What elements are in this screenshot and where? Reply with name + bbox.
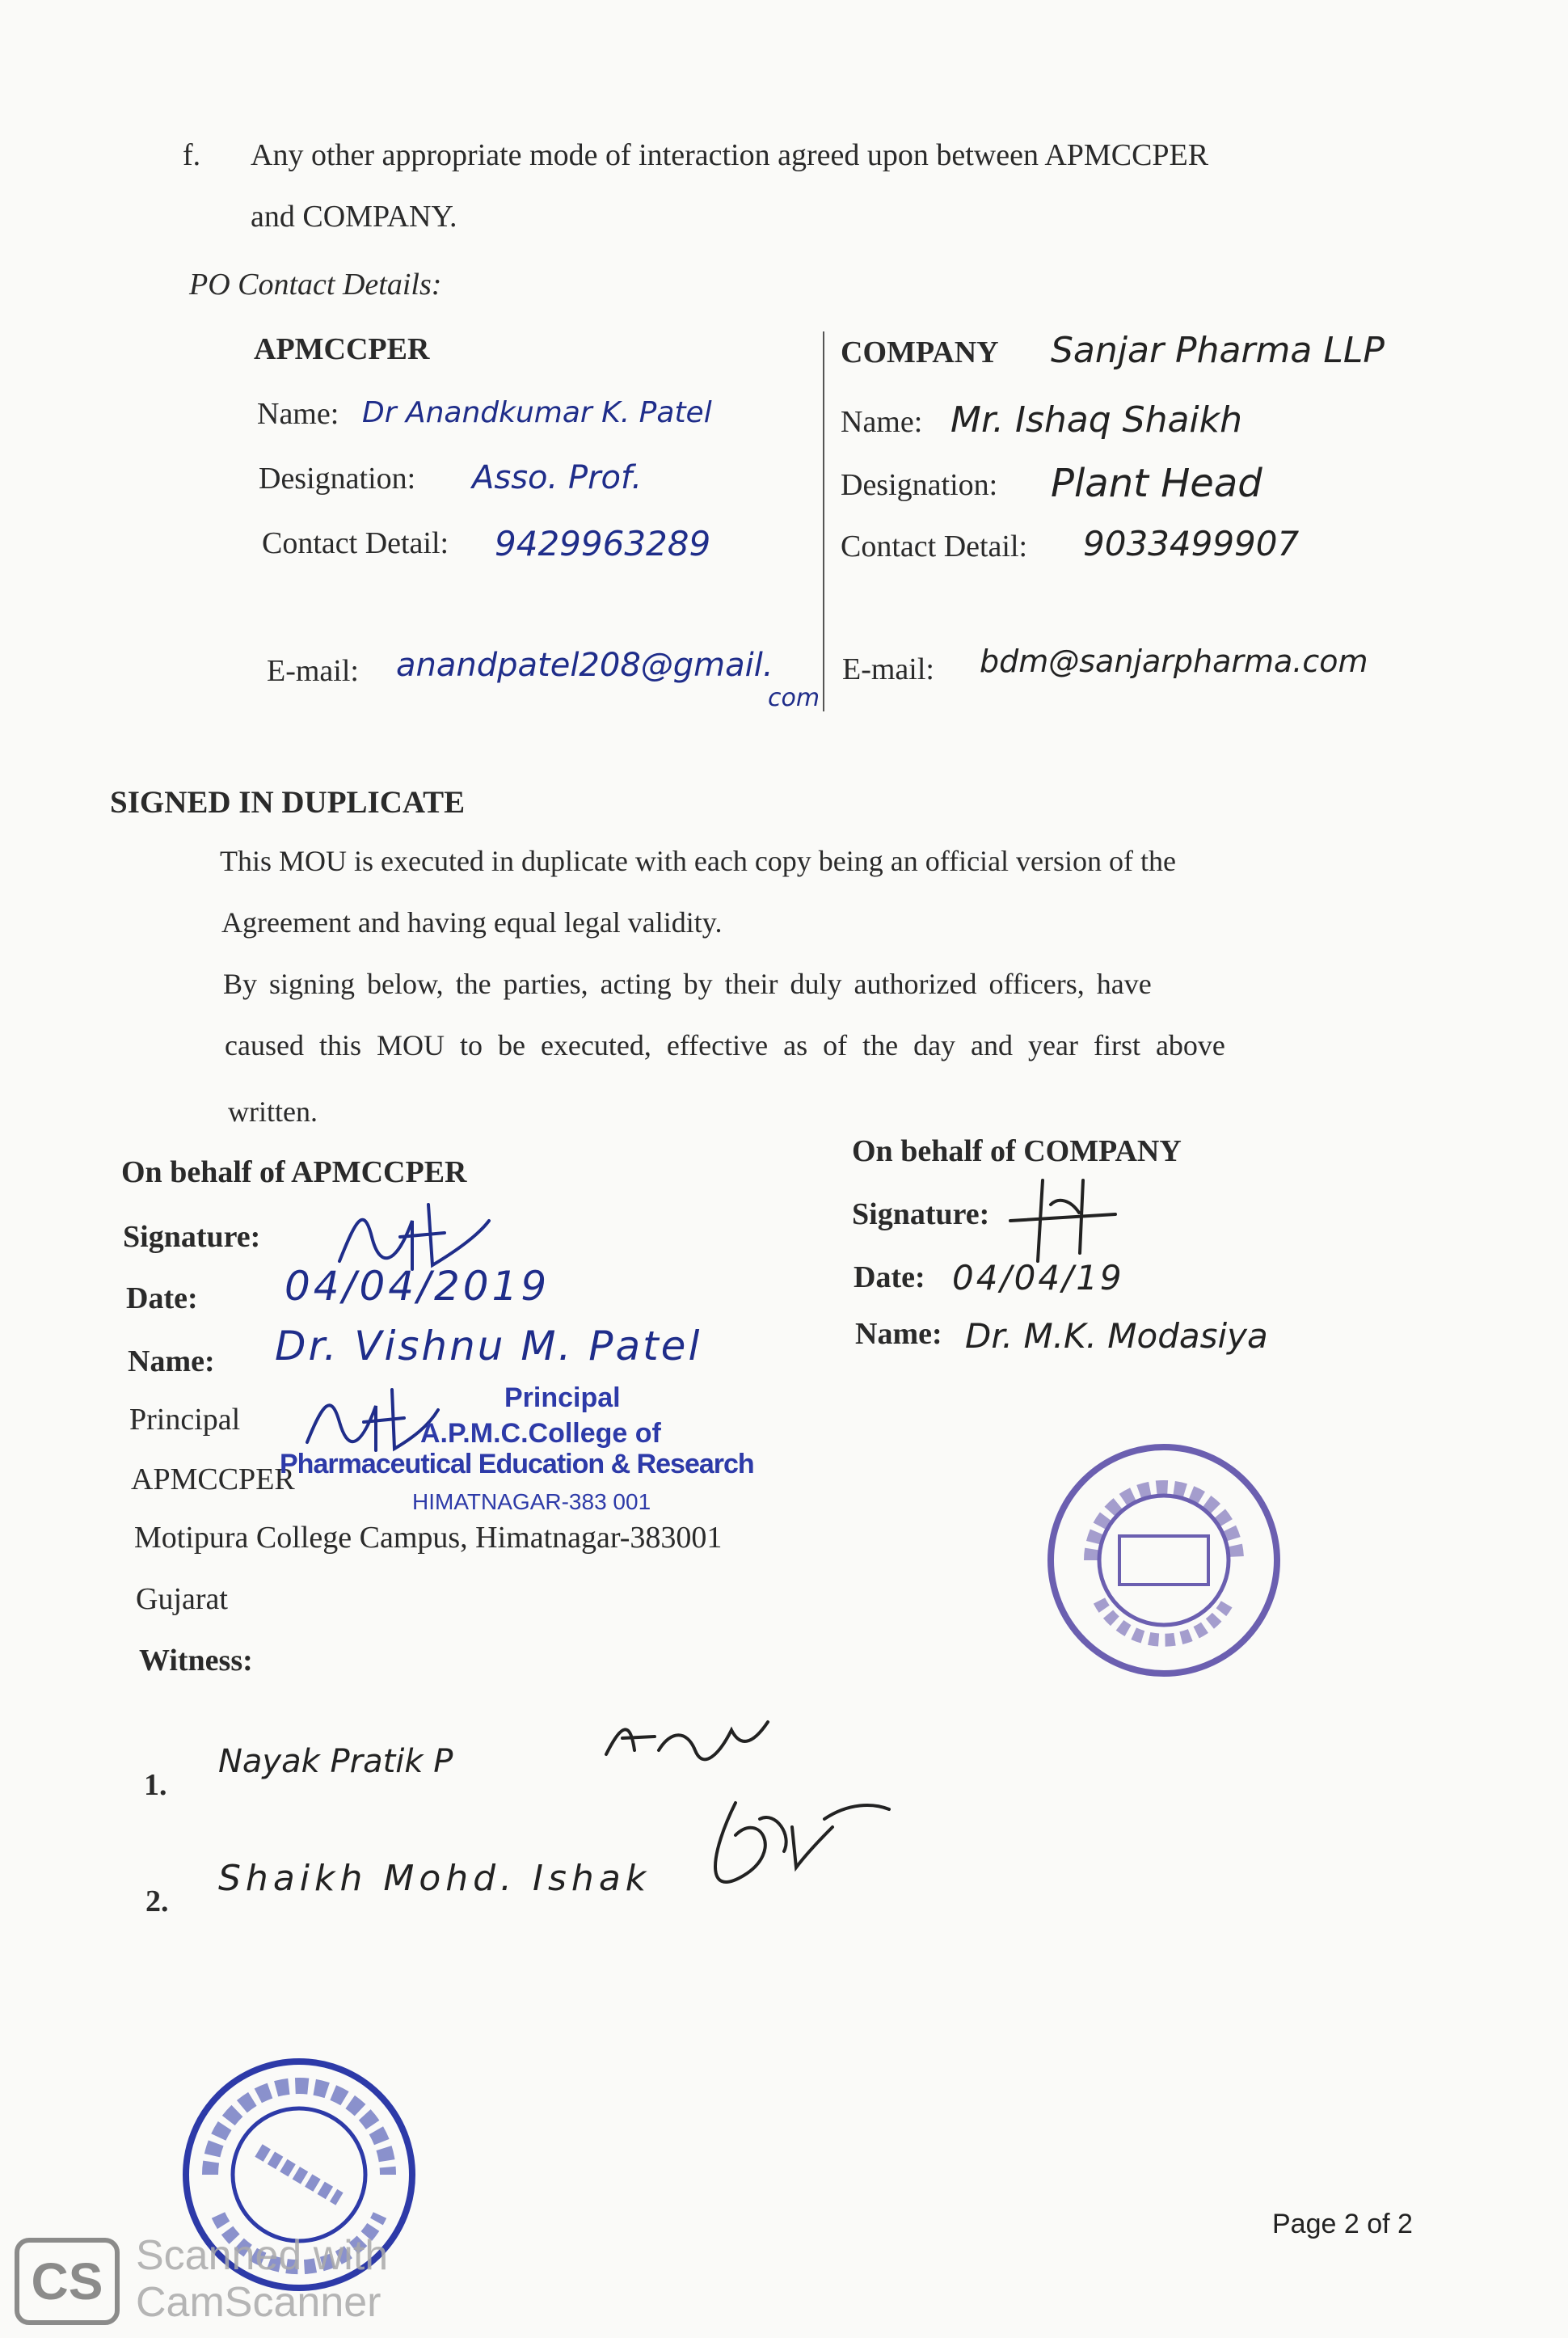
left-contact-label: Contact Detail: (262, 526, 449, 560)
witness-2-signature-mark (687, 1787, 897, 1908)
apmccper-name-value: Dr. Vishnu M. Patel (275, 1323, 702, 1369)
scanner-line-2: CamScanner (136, 2279, 381, 2326)
left-contact-value: 9429963289 (495, 524, 711, 563)
signed-p2-line1: By signing below, the parties, acting by their duly authorized officers, have (223, 968, 1152, 1000)
left-name-value: Dr Anandkumar K. Patel (362, 396, 712, 429)
signed-p2-line2: caused this MOU to be executed, effective as of the day and year first above (225, 1029, 1225, 1061)
right-email-label: E-mail: (842, 652, 934, 686)
principal-stamp-line1: Principal (504, 1382, 621, 1413)
company-name-label: Name: (855, 1317, 942, 1351)
apmccper-state-line: Gujarat (136, 1582, 228, 1616)
company-signature-mark (1002, 1164, 1132, 1269)
company-signature-label: Signature: (852, 1197, 990, 1231)
page-number: Page 2 of 2 (1272, 2209, 1413, 2239)
company-name-value: Dr. M.K. Modasiya (965, 1316, 1268, 1356)
clause-f-line-1: Any other appropriate mode of interaction agreed upon between APMCCPER (251, 138, 1209, 172)
left-designation-label: Designation: (259, 462, 416, 496)
principal-stamp-line4: HIMATNAGAR-383 001 (412, 1489, 651, 1514)
apmccper-name-label: Name: (128, 1344, 215, 1378)
right-name-value: Mr. Ishaq Shaikh (950, 399, 1243, 441)
left-designation-value: Asso. Prof. (472, 459, 643, 496)
po-contact-heading: PO Contact Details: (189, 268, 442, 302)
clause-f-line-2: and COMPANY. (251, 200, 457, 234)
signed-heading: SIGNED IN DUPLICATE (110, 785, 466, 820)
scanner-line-1: Scanned with (136, 2232, 389, 2279)
right-name-label: Name: (841, 405, 923, 439)
witness-2-name: Shaikh Mohd. Ishak (218, 1858, 651, 1899)
left-party-heading: APMCCPER (254, 332, 430, 366)
witness-label: Witness: (139, 1644, 253, 1678)
signed-p2-line3: written. (228, 1095, 318, 1128)
apmccper-signature-label: Signature: (123, 1220, 261, 1254)
right-party-heading: COMPANY (841, 336, 999, 369)
clause-marker: f. (183, 138, 201, 172)
camscanner-logo: CS (15, 2238, 120, 2325)
apmccper-org-line: APMCCPER (131, 1462, 295, 1496)
apmccper-date-value: 04/04/2019 (285, 1263, 550, 1310)
company-sign-heading: On behalf of COMPANY (852, 1134, 1182, 1168)
left-email-value-2: com (768, 684, 820, 712)
right-contact-value: 9033499907 (1083, 524, 1300, 563)
apmccper-date-label: Date: (126, 1281, 198, 1315)
company-date-label: Date: (854, 1260, 925, 1294)
witness-1-signature-mark (598, 1706, 776, 1779)
company-date-value: 04/04/19 (952, 1258, 1124, 1298)
apmccper-sign-heading: On behalf of APMCCPER (121, 1155, 467, 1189)
left-email-value: anandpatel208@gmail. (396, 647, 773, 684)
company-seal (1043, 1439, 1285, 1682)
principal-stamp-line3: Pharmaceutical Education & Research (280, 1449, 754, 1479)
right-designation-value: Plant Head (1051, 461, 1262, 506)
right-designation-label: Designation: (841, 468, 998, 502)
right-email-value: bdm@sanjarpharma.com (980, 644, 1368, 679)
apmccper-address-line: Motipura College Campus, Himatnagar-383001 (134, 1521, 723, 1555)
left-name-label: Name: (257, 397, 339, 431)
witness-1-name: Nayak Pratik P (218, 1743, 453, 1780)
witness-1-number: 1. (144, 1768, 167, 1802)
principal-label: Principal (129, 1403, 241, 1437)
column-divider (823, 331, 824, 711)
company-handwritten-name: Sanjar Pharma LLP (1051, 330, 1385, 371)
right-contact-label: Contact Detail: (841, 530, 1028, 563)
principal-stamp-line2: A.P.M.C.College of (420, 1418, 661, 1449)
left-email-label: E-mail: (267, 654, 359, 688)
signed-p1-line1: This MOU is executed in duplicate with each copy being an official version of the (220, 845, 1176, 877)
witness-2-number: 2. (145, 1884, 169, 1918)
signed-p1-line2: Agreement and having equal legal validity. (221, 906, 723, 939)
